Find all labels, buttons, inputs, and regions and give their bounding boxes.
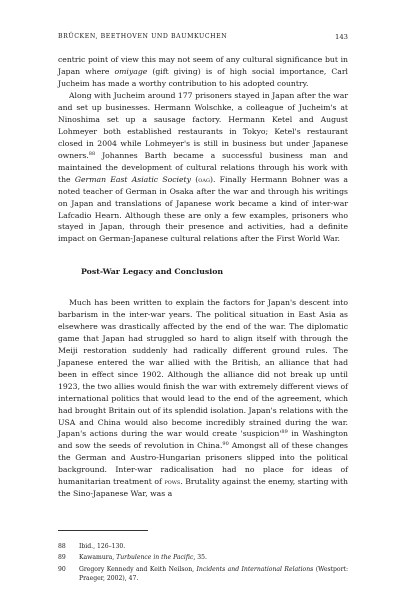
italic-society-name: German East Asiatic Society xyxy=(74,174,191,184)
footnote-ref-90[interactable]: 90 xyxy=(222,441,229,448)
small-caps-abbrev: pows xyxy=(164,477,181,487)
running-head-title: BRÜCKEN, BEETHOVEN UND BAUMKUCHEN xyxy=(58,33,228,40)
footnote-ref-88[interactable]: 88 xyxy=(88,150,96,157)
italic-term: omiyage xyxy=(114,66,148,76)
footnote-89: 89 Kawamura, Turbulence in the Pacific, 35. xyxy=(58,554,207,562)
footnote-number: 89 xyxy=(58,554,66,562)
paragraph-prisoners-businesses: Along with Jucheim around 177 prisoners stayed in Japan after the war and set up businesses. Hermann Wolschke, a colleague of Jucheim's at Ninoshima set up a sausage factory. Hermann Ketel and August Lohmeyer both established restaurants in Tokyo; Ketel's restaurant closed in 2004 while Lohmeyer's is still in business but under Japanese owners.$^{88}$ Johannes Barth became a successful business man and maintained the development of cultural relations through his work with the German East Asiatic Society (oag). Finally Hermann Bohner was a noted teacher of German in Osaka after the war and through his writings on Japan and translations of Japanese work became a kind of inter-war Lafcadio Hearn. Although these are only a few examples, prisoners who stayed in Japan, through their presence and activities, had a definite impact on German-Japanese cultural relations after the First World War. xyxy=(58,91,348,244)
footnote-90: 90 Gregory Kennedy and Keith Neilson, Incidents and International Relations (Westport: Praeger, 2002), 47. xyxy=(58,565,349,583)
running-head xyxy=(58,33,348,43)
paragraph-continued: centric point of view this may not seem of any cultural significance but in Japan where omiyage (gift giving) is of high social importance, Carl Jucheim has made a worthy contribution to his adopted country. xyxy=(58,55,348,88)
page-number: 143 xyxy=(335,33,348,41)
footnote-number: 90 xyxy=(58,565,66,573)
footnote-divider xyxy=(58,530,148,531)
footnote-ref-89[interactable]: 89 xyxy=(281,429,288,436)
footnote-88: 88 Ibid., 126–130. xyxy=(58,543,126,550)
small-caps-abbrev: oag xyxy=(198,174,210,184)
footnote-number: 88 xyxy=(58,543,66,550)
paragraph-post-war: Much has been written to explain the factors for Japan's descent into barbarism in the inter-war years. The political situation in East Asia as elsewhere was drastically affected by the end of the war. The diplomatic game that Japan had struggled so hard to align itself with through the Meiji restoration suddenly had radically different ground rules. The Japanese entered the war allied with the British, an alliance that had been in effect since 1902. Although the alliance did not break up until 1923, the two allies would finish the war with extremely different views of international politics that would lead to the end of the agreement, which had brought Britain out of its splendid isolation. Japan's relations with the USA and China would also become incredibly strained during the war. Japan's actions during the war would create '$suspicion'^{89}$ in Washington and sow the seeds of revolution in China.$^{90}$ Amongst all of these changes the German and Austro-Hungarian prisoners slipped into the political background. Inter-war radicalisation had no place for ideas of humanitarian treatment of pows. Brutality against the enemy, starting with the Sino-Japanese War, was a xyxy=(58,298,348,499)
footnotes xyxy=(58,542,348,584)
section-heading: Post-War Legacy and Conclusion xyxy=(81,267,224,276)
